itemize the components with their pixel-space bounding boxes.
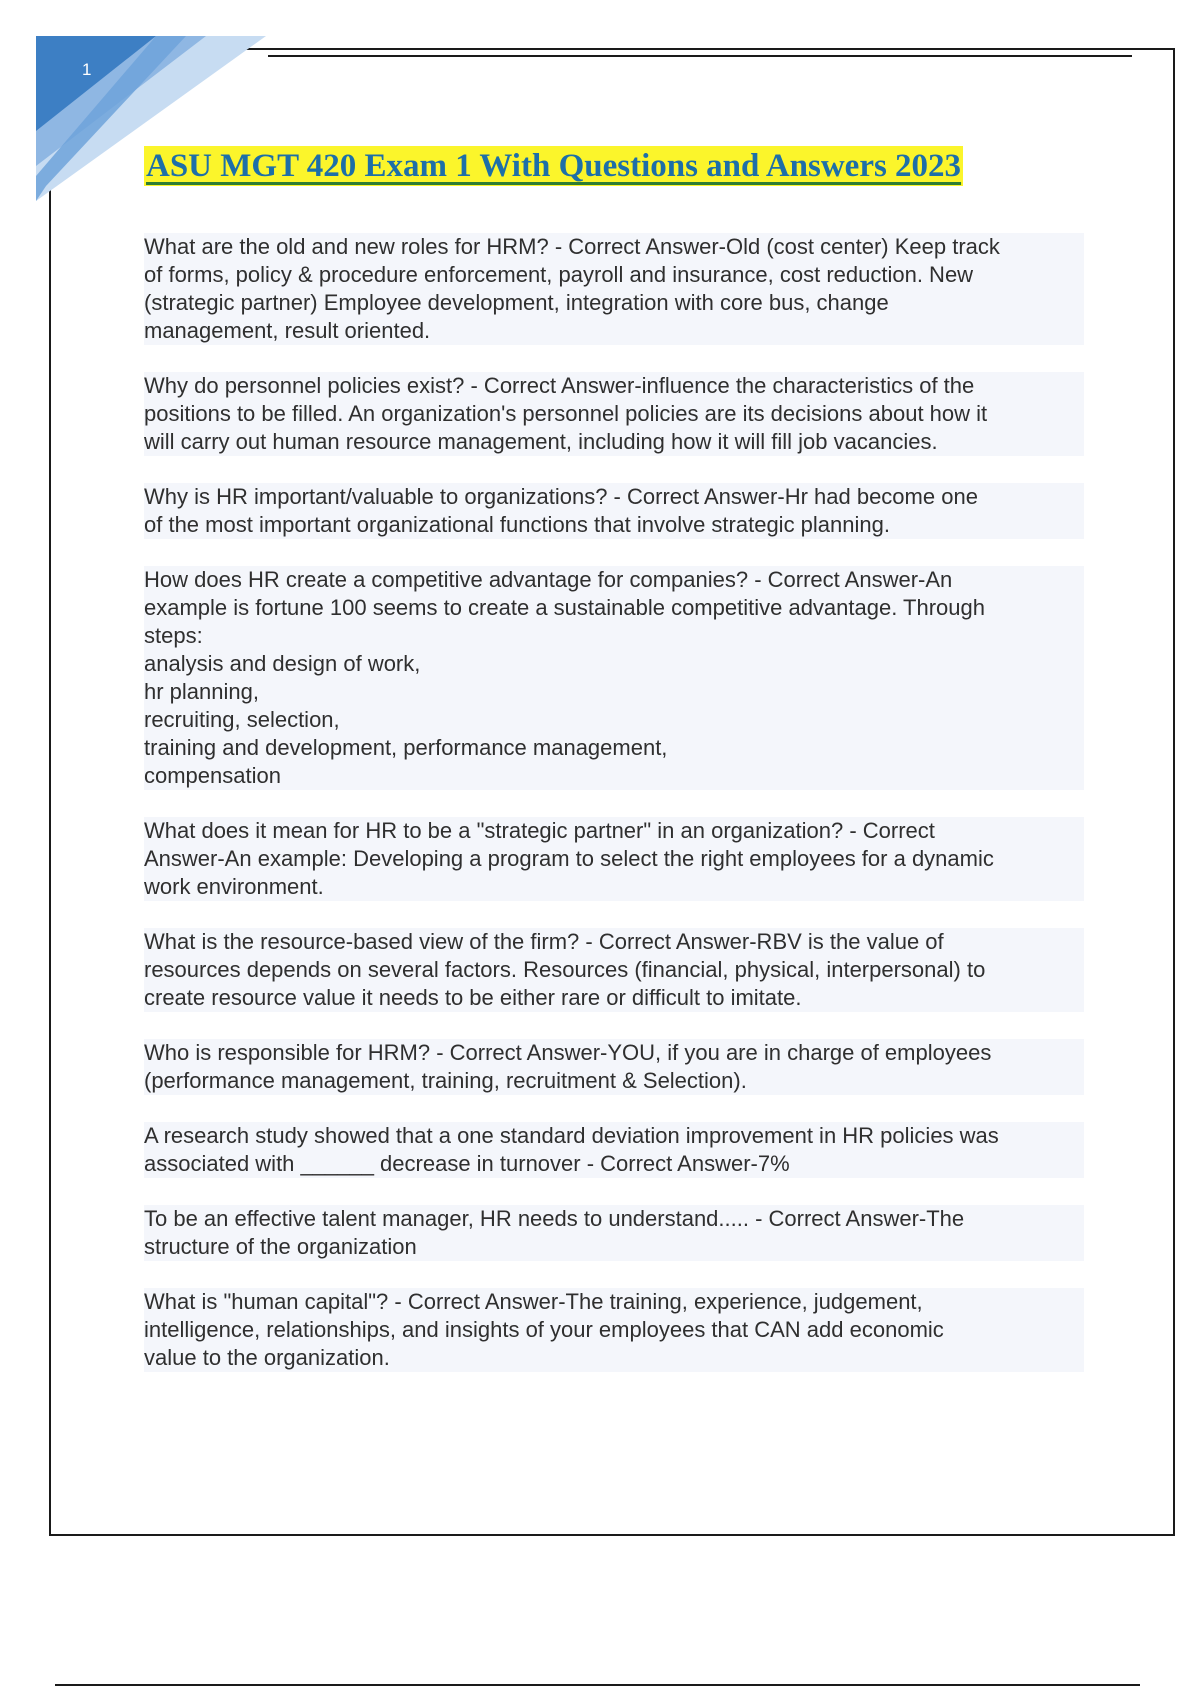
qa-item: Who is responsible for HRM? - Correct Answer-YOU, if you are in charge of employees (performance management, training, recruitment & Selection).	[144, 1039, 1084, 1095]
qa-item: To be an effective talent manager, HR needs to understand..... - Correct Answer-The structure of the organization	[144, 1205, 1084, 1261]
qa-item: What are the old and new roles for HRM? - Correct Answer-Old (cost center) Keep track of forms, policy & procedure enforcement, payroll and insurance, cost reduction. New (strategic partner) Employee development, integration with core bus, change management, result oriented.	[144, 233, 1084, 345]
qa-item: A research study showed that a one standard deviation improvement in HR policies was associated with ______ decrease in turnover - Correct Answer-7%	[144, 1122, 1084, 1178]
qa-list	[144, 233, 1084, 1399]
header-rule	[268, 55, 1132, 57]
qa-item: Why do personnel policies exist? - Correct Answer-influence the characteristics of the positions to be filled. An organization's personnel policies are its decisions about how it will carry out human resource management, including how it will fill job vacancies.	[144, 372, 1084, 456]
page-number: 1	[82, 60, 92, 79]
qa-item: What is the resource-based view of the firm? - Correct Answer-RBV is the value of resources depends on several factors. Resources (financial, physical, interpersonal) to create resource value it needs to be either rare or difficult to imitate.	[144, 928, 1084, 1012]
qa-item: What is "human capital"? - Correct Answer-The training, experience, judgement, intelligence, relationships, and insights of your employees that CAN add economic value to the organization.	[144, 1288, 1084, 1372]
document-title: ASU MGT 420 Exam 1 With Questions and Answers 2023	[146, 148, 962, 184]
qa-item: How does HR create a competitive advantage for companies? - Correct Answer-An example is fortune 100 seems to create a sustainable competitive advantage. Through steps: analysis and design of work, hr planning, recruiting, selection, training and development, performance management, compensation	[144, 566, 1084, 790]
qa-item: Why is HR important/valuable to organizations? - Correct Answer-Hr had become one of the most important organizational functions that involve strategic planning.	[144, 483, 1084, 539]
qa-item: What does it mean for HR to be a "strategic partner" in an organization? - Correct Answer-An example: Developing a program to select the right employees for a dynamic work environment.	[144, 817, 1084, 901]
footer-rule	[55, 1684, 1140, 1686]
